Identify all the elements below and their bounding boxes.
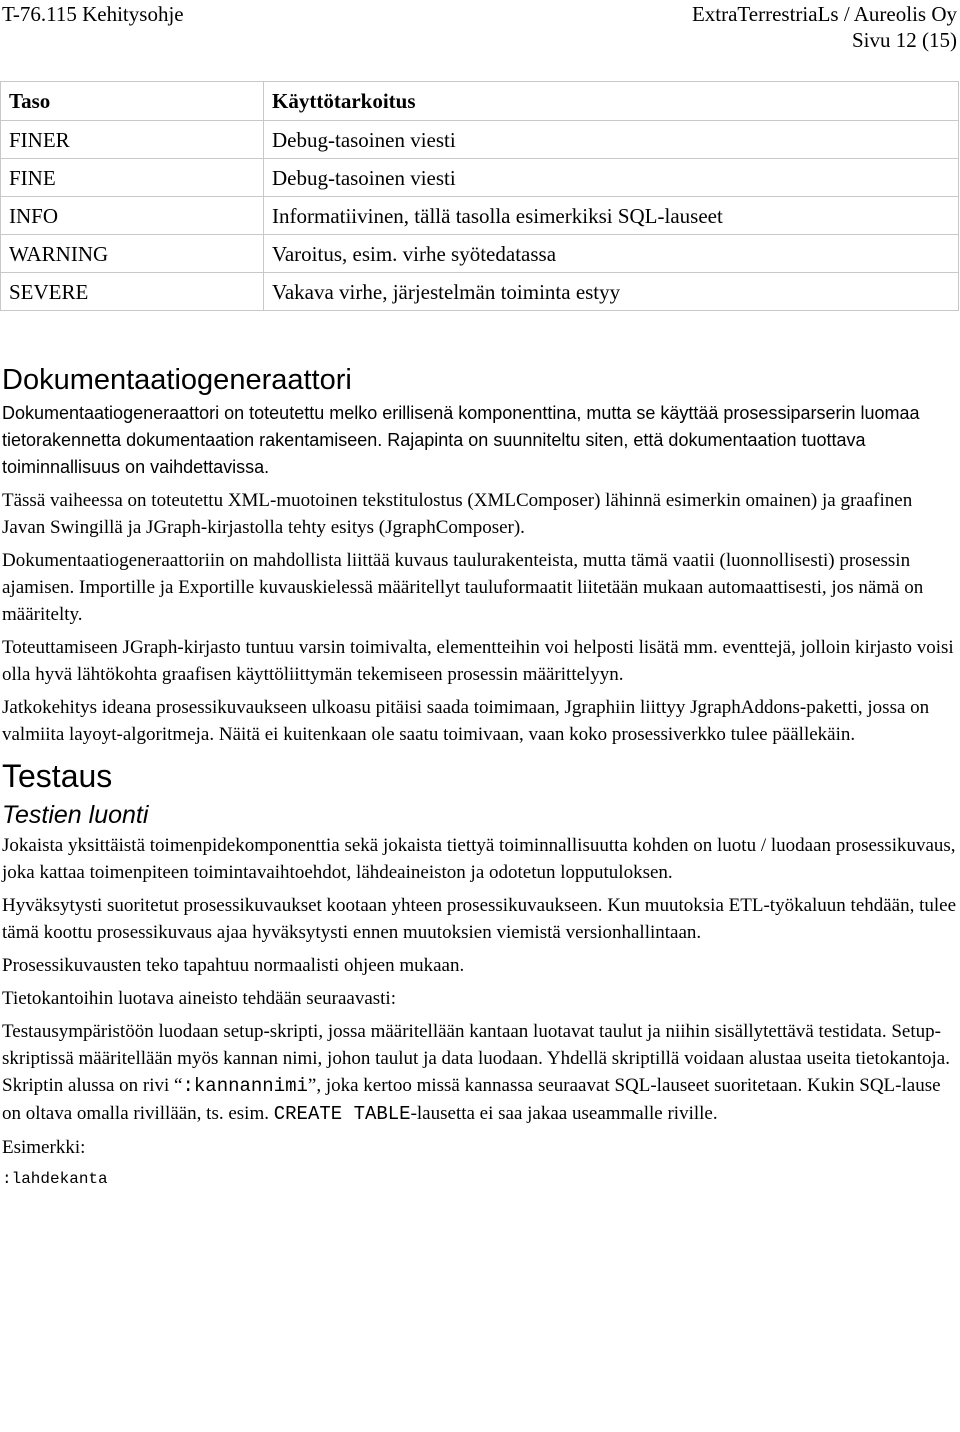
level-cell: FINE [1, 159, 264, 197]
table-row [1, 197, 959, 235]
example-label: Esimerkki: [2, 1137, 86, 1158]
purpose-cell: Debug-tasoinen viesti [264, 121, 959, 159]
table-header-purpose: Käyttötarkoitus [264, 82, 959, 121]
purpose-cell: Informatiivinen, tällä tasolla esimerkiksi SQL-lauseet [264, 197, 959, 235]
testing-paragraph [2, 1018, 957, 1128]
header-page-number: Sivu 12 (15) [852, 28, 957, 52]
testing-paragraph: Prosessikuvausten teko tapahtuu normaalisti ohjeen mukaan. [2, 955, 465, 976]
text-span: ”, joka kertoo missä kannassa seuraavat SQL-lauseet suoritetaan. Kukin SQL-lause on oltava omalla rivillään, ts. esim. [2, 1075, 941, 1124]
doc-generator-paragraph: Dokumentaatiogeneraattoriin on mahdollista liittää kuvaus taulurakenteista, mutta tämä vaatii (luonnollisesti) prosessin ajamisen. Importille ja Exportille kuvauskielessä määritellyt tauluformaatit liitetään mukaan automaattisesti, jos nämä on määritelty. [2, 550, 924, 625]
code-example-line: :lahdekanta [2, 1170, 108, 1188]
doc-generator-heading: Dokumentaatiogeneraattori [2, 364, 352, 396]
doc-generator-paragraph: Jatkokehitys ideana prosessikuvaukseen ulkoasu pitäisi saada toimimaan, Jgraphiin liittyy JgraphAddons-paketti, jossa on valmiita layoyt-algoritmeja. Näitä ei kuitenkaan ole saatu toimivaan, vaan koko prosessiverkko tulee päällekäin. [2, 697, 930, 745]
table-row [1, 235, 959, 273]
testing-paragraph: Tietokantoihin luotava aineisto tehdään seuraavasti: [2, 988, 396, 1009]
testing-paragraph: Hyväksytysti suoritetut prosessikuvaukset kootaan yhteen prosessikuvaukseen. Kun muutoksia ETL-työkaluun tehdään, tulee tämä koottu prosessikuvaus ajaa hyväksytysti ennen muutoksien viemistä versionhallintaan. [2, 895, 957, 943]
table-header-row [1, 82, 959, 121]
level-cell: INFO [1, 197, 264, 235]
doc-generator-paragraph: Tässä vaiheessa on toteutettu XML-muotoinen tekstitulostus (XMLComposer) lähinnä esimerkin omainen) ja graafinen Javan Swingillä ja JGraph-kirjastolla tehty esitys (JgraphComposer). [2, 490, 913, 538]
testing-heading: Testaus [2, 758, 113, 794]
doc-generator-paragraph: Toteuttamiseen JGraph-kirjasto tuntuu varsin toimivalta, elementteihin voi helposti lisätä mm. eventtejä, jolloin kirjasto voisi olla hyvä lähtökohta graafisen käyttöliittymän tekemiseen prosessin määrittelyyn. [2, 637, 954, 685]
table-row [1, 273, 959, 311]
header-course-title: T-76.115 Kehitysohje [2, 2, 184, 26]
purpose-cell: Varoitus, esim. virhe syötedatassa [264, 235, 959, 273]
table-row [1, 121, 959, 159]
log-levels-table [0, 81, 959, 311]
level-cell: SEVERE [1, 273, 264, 311]
purpose-cell: Vakava virhe, järjestelmän toiminta estyy [264, 273, 959, 311]
test-creation-subheading: Testien luonti [2, 801, 149, 829]
inline-code: :kannannimi [182, 1075, 308, 1097]
inline-code: CREATE TABLE [273, 1103, 411, 1125]
text-span: Testausympäristöön luodaan setup-skripti, jossa määritellään kantaan luotavat taulut ja niihin sisällytettävä testidata. Setup-skriptissä määritellään myös kannan nimi, johon taulut ja data luodaan. Yhdellä skriptillä voidaan alustaa useita tietokantoja. Skriptin alussa on rivi “ [2, 1021, 950, 1096]
main-content [2, 360, 957, 1189]
level-cell: WARNING [1, 235, 264, 273]
doc-generator-paragraph: Dokumentaatiogeneraattori on toteutettu melko erillisenä komponenttina, mutta se käyttää prosessiparserin luomaa tietorakennetta dokumentaation rakentamiseen. Rajapinta on suunniteltu siten, että dokumentaation tuottava toiminnallisuus on vaihdettavissa. [2, 403, 920, 477]
level-cell: FINER [1, 121, 264, 159]
table-header-level: Taso [1, 82, 264, 121]
testing-paragraph: Jokaista yksittäistä toimenpidekomponenttia sekä jokaista tiettyä toiminnallisuutta kohden on luotu / luodaan prosessikuvaus, joka kattaa toimenpiteen toimintavaihtoehdot, lähdeaineiston ja odotetun lopputuloksen. [2, 835, 956, 883]
purpose-cell: Debug-tasoinen viesti [264, 159, 959, 197]
header-company-block [692, 1, 957, 53]
table-row [1, 159, 959, 197]
text-span: -lausetta ei saa jakaa useammalle riville. [410, 1103, 718, 1124]
header-company: ExtraTerrestriaLs / Aureolis Oy [691, 2, 957, 26]
